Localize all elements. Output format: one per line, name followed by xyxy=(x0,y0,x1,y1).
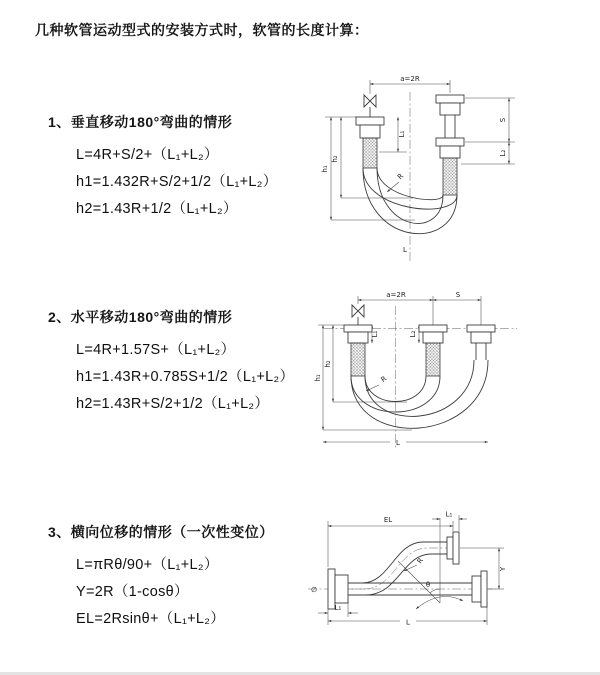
formula-3-3: EL=2Rsinθ+（L₁+L₂） xyxy=(76,611,226,627)
braid-right xyxy=(443,158,457,195)
dim-label-el: EL xyxy=(383,516,393,524)
section-1-heading: 1、垂直移动180°弯曲的情形 xyxy=(48,114,233,130)
formula-1-3: h2=1.43R+1/2（L₁+L₂） xyxy=(76,201,238,217)
formula-2-1: L=4R+1.57S+（L₁+L₂） xyxy=(76,342,236,358)
dim-label-h2: h₂ xyxy=(324,360,332,368)
dimension-lines xyxy=(318,515,504,625)
valve-icon xyxy=(352,305,364,317)
dim-label-theta: θ xyxy=(425,581,431,589)
dim-label-r: R xyxy=(396,172,406,182)
flange-left xyxy=(356,117,384,125)
dim-label-h2: h₂ xyxy=(331,155,339,163)
dim-label-l2: L₂ xyxy=(409,330,417,338)
dimension-labels xyxy=(321,75,507,254)
formula-1-2: h1=1.432R+S/2+1/2（L₁+L₂） xyxy=(76,174,278,190)
formula-2-2: h1=1.43R+0.785S+1/2（L₁+L₂） xyxy=(76,369,295,385)
dim-label-y: Y xyxy=(499,566,507,572)
section-3-heading: 3、横向位移的情形（一次性变位） xyxy=(48,524,274,540)
dim-label-h1: h₁ xyxy=(321,165,329,173)
dim-label-h1: h₁ xyxy=(314,374,322,382)
flange-middle xyxy=(419,325,447,332)
section-2-heading: 2、水平移动180°弯曲的情形 xyxy=(48,309,233,325)
hose-arc xyxy=(351,360,488,428)
dim-label-l: L xyxy=(396,439,400,447)
flange-right-upper xyxy=(436,95,464,103)
dim-label-r: R xyxy=(415,556,426,566)
dim-label-l: L xyxy=(403,246,407,254)
diagram-lateral-displacement xyxy=(300,505,595,640)
dim-label-s: S xyxy=(455,291,461,299)
formula-2-3: h2=1.43R+S/2+1/2（L₁+L₂） xyxy=(76,396,270,412)
dim-label-l: L xyxy=(406,618,410,627)
dim-label-a2r: a=2R xyxy=(400,75,420,83)
braid-left xyxy=(351,343,365,376)
dimension-lines xyxy=(318,296,488,442)
dim-label-a2r: a=2R xyxy=(386,291,406,299)
flange-right-lower xyxy=(436,138,464,146)
dim-label-l1: L₁ xyxy=(398,130,406,138)
dim-label-l1-top: L₁ xyxy=(445,510,453,519)
flange-right xyxy=(467,325,495,332)
flange-right-upper xyxy=(447,537,453,559)
dim-label-r: R xyxy=(379,374,389,385)
braid-left xyxy=(363,138,377,168)
diagram-horizontal-180-bend xyxy=(312,290,597,460)
flange-left xyxy=(344,325,372,332)
dim-label-l2: L₂ xyxy=(499,149,507,157)
valve-icon xyxy=(364,95,376,107)
formula-3-1: L=πRθ/90+（L₁+L₂） xyxy=(76,557,219,573)
flange-left xyxy=(328,569,335,609)
diagram-vertical-180-bend xyxy=(315,72,600,268)
dim-label-l1: L₁ xyxy=(371,330,379,338)
formula-3-2: Y=2R（1-cosθ） xyxy=(76,584,189,600)
page-title: 几种软管运动型式的安装方式时，软管的长度计算： xyxy=(35,22,369,38)
dim-label-s: S xyxy=(499,117,507,123)
diameter-symbol-icon: ∅ xyxy=(310,586,318,594)
formula-1-1: L=4R+S/2+（L₁+L₂） xyxy=(76,147,219,163)
dim-label-l1-bottom: L₁ xyxy=(334,604,342,612)
flange-right-lower xyxy=(472,576,481,602)
braid-middle xyxy=(426,343,440,376)
hose-assembly xyxy=(344,305,495,428)
